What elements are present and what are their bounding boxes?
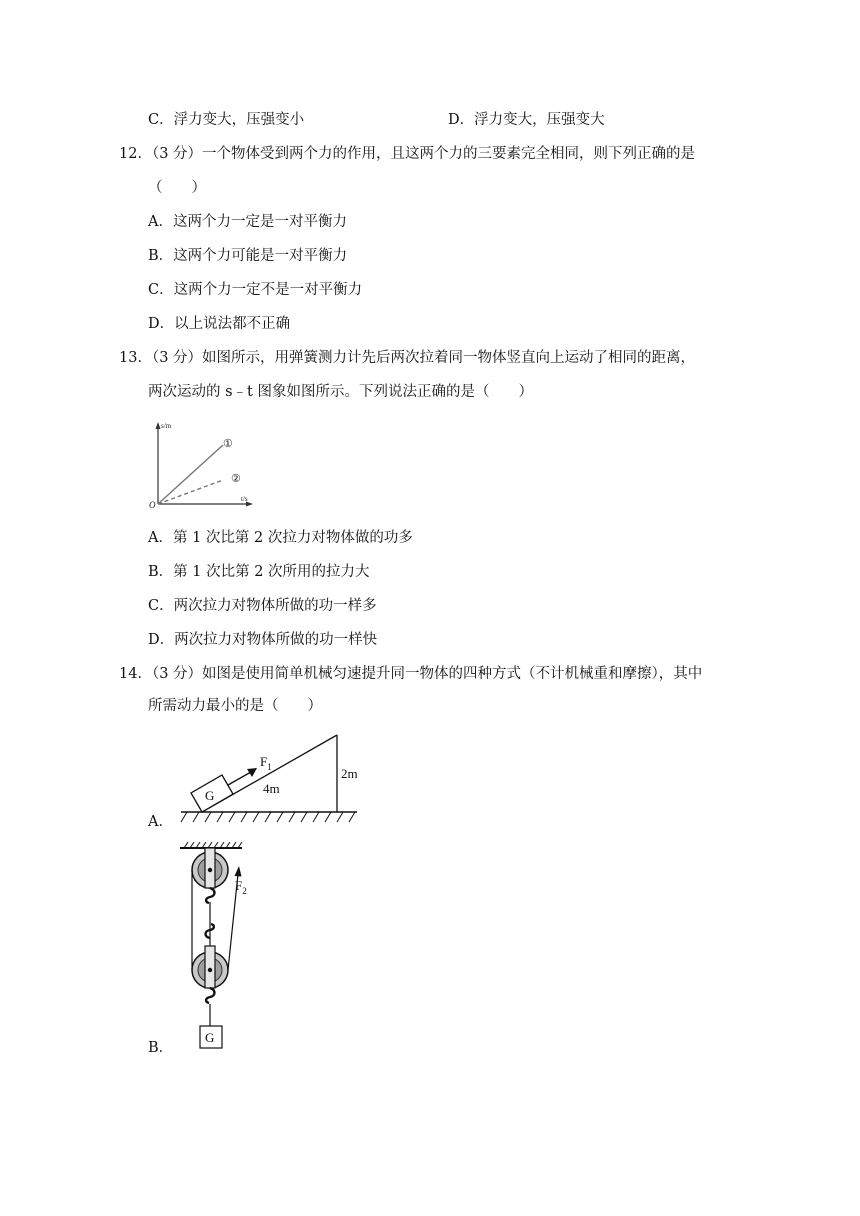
incline-figure [175,728,360,832]
force-f2-label [235,878,247,896]
fixed-hook-icon [206,888,214,903]
line-2 [158,480,223,504]
fig-b-label: B． [148,1040,174,1056]
origin-label: O [149,500,156,510]
height-label: 2m [341,766,358,781]
force-f2-symbol: F [235,878,243,893]
y-axis-label: s/m [161,422,172,430]
st-graph-figure [145,418,265,514]
q14-stem-line-2: 所需动力最小的是（ ） [148,698,322,714]
q12-option-a: A．这两个力一定是一对平衡力 [148,214,347,230]
movable-pulley-axle [208,968,212,972]
force-f2-arrow-icon [235,866,242,877]
slope-length-label: 4m [263,781,280,796]
q13-option-b: B．第 1 次比第 2 次所用的拉力大 [148,564,370,580]
x-axis-label: t/s [241,495,248,503]
q13-stem-line-2: 两次运动的 s﹣t 图象如图所示。下列说法正确的是（ ） [148,384,533,400]
force-f1-subscript: 1 [267,762,272,772]
force-f1-label [260,754,272,772]
line-1-label: ① [223,438,233,450]
q13-option-c: C．两次拉力对物体所做的功一样多 [148,598,377,614]
fixed-pulley-axle [208,868,212,872]
block-g-label: G [205,788,215,803]
q13-option-a: A．第 1 次比第 2 次拉力对物体做的功多 [148,530,413,546]
y-axis-arrow-icon [156,422,161,429]
line-2-label: ② [231,473,241,485]
movable-pulley-bracket [205,946,215,988]
q13-option-d: D．两次拉力对物体所做的功一样快 [148,632,378,648]
q12-option-d: D．以上说法都不正确 [148,316,291,332]
fig-a-label: A． [148,814,173,830]
q12-stem-line-1: 12．（3 分）一个物体受到两个力的作用，且这两个力的三要素完全相同，则下列正确的是 [119,146,696,162]
force-f1-arrow-icon [247,768,257,777]
movable-bottom-hook-icon [206,988,214,1003]
q14-stem-line-1: 14．（3 分）如图是使用简单机械匀速提升同一物体的四种方式（不计机械重和摩擦），其中 [119,666,703,682]
pulley-figure [176,842,252,1052]
q12-stem-line-2: （ ） [148,180,206,196]
q13-stem-line-1: 13．（3 分）如图所示，用弹簧测力计先后两次拉着同一物体竖直向上运动了相同的距离， [119,350,696,366]
ground-hatching [181,812,355,822]
q12-option-b: B．这两个力可能是一对平衡力 [148,248,348,264]
q12-option-c: C．这两个力一定不是一对平衡力 [148,282,363,298]
q11-option-c: C．浮力变大，压强变小 [148,112,305,128]
force-f1-symbol: F [260,754,268,769]
force-f2-subscript: 2 [242,886,247,896]
force-f1-line [228,772,251,785]
line-1 [158,445,223,504]
q11-option-d: D．浮力变大，压强变大 [448,112,605,128]
weight-block-label: G [205,1030,215,1045]
